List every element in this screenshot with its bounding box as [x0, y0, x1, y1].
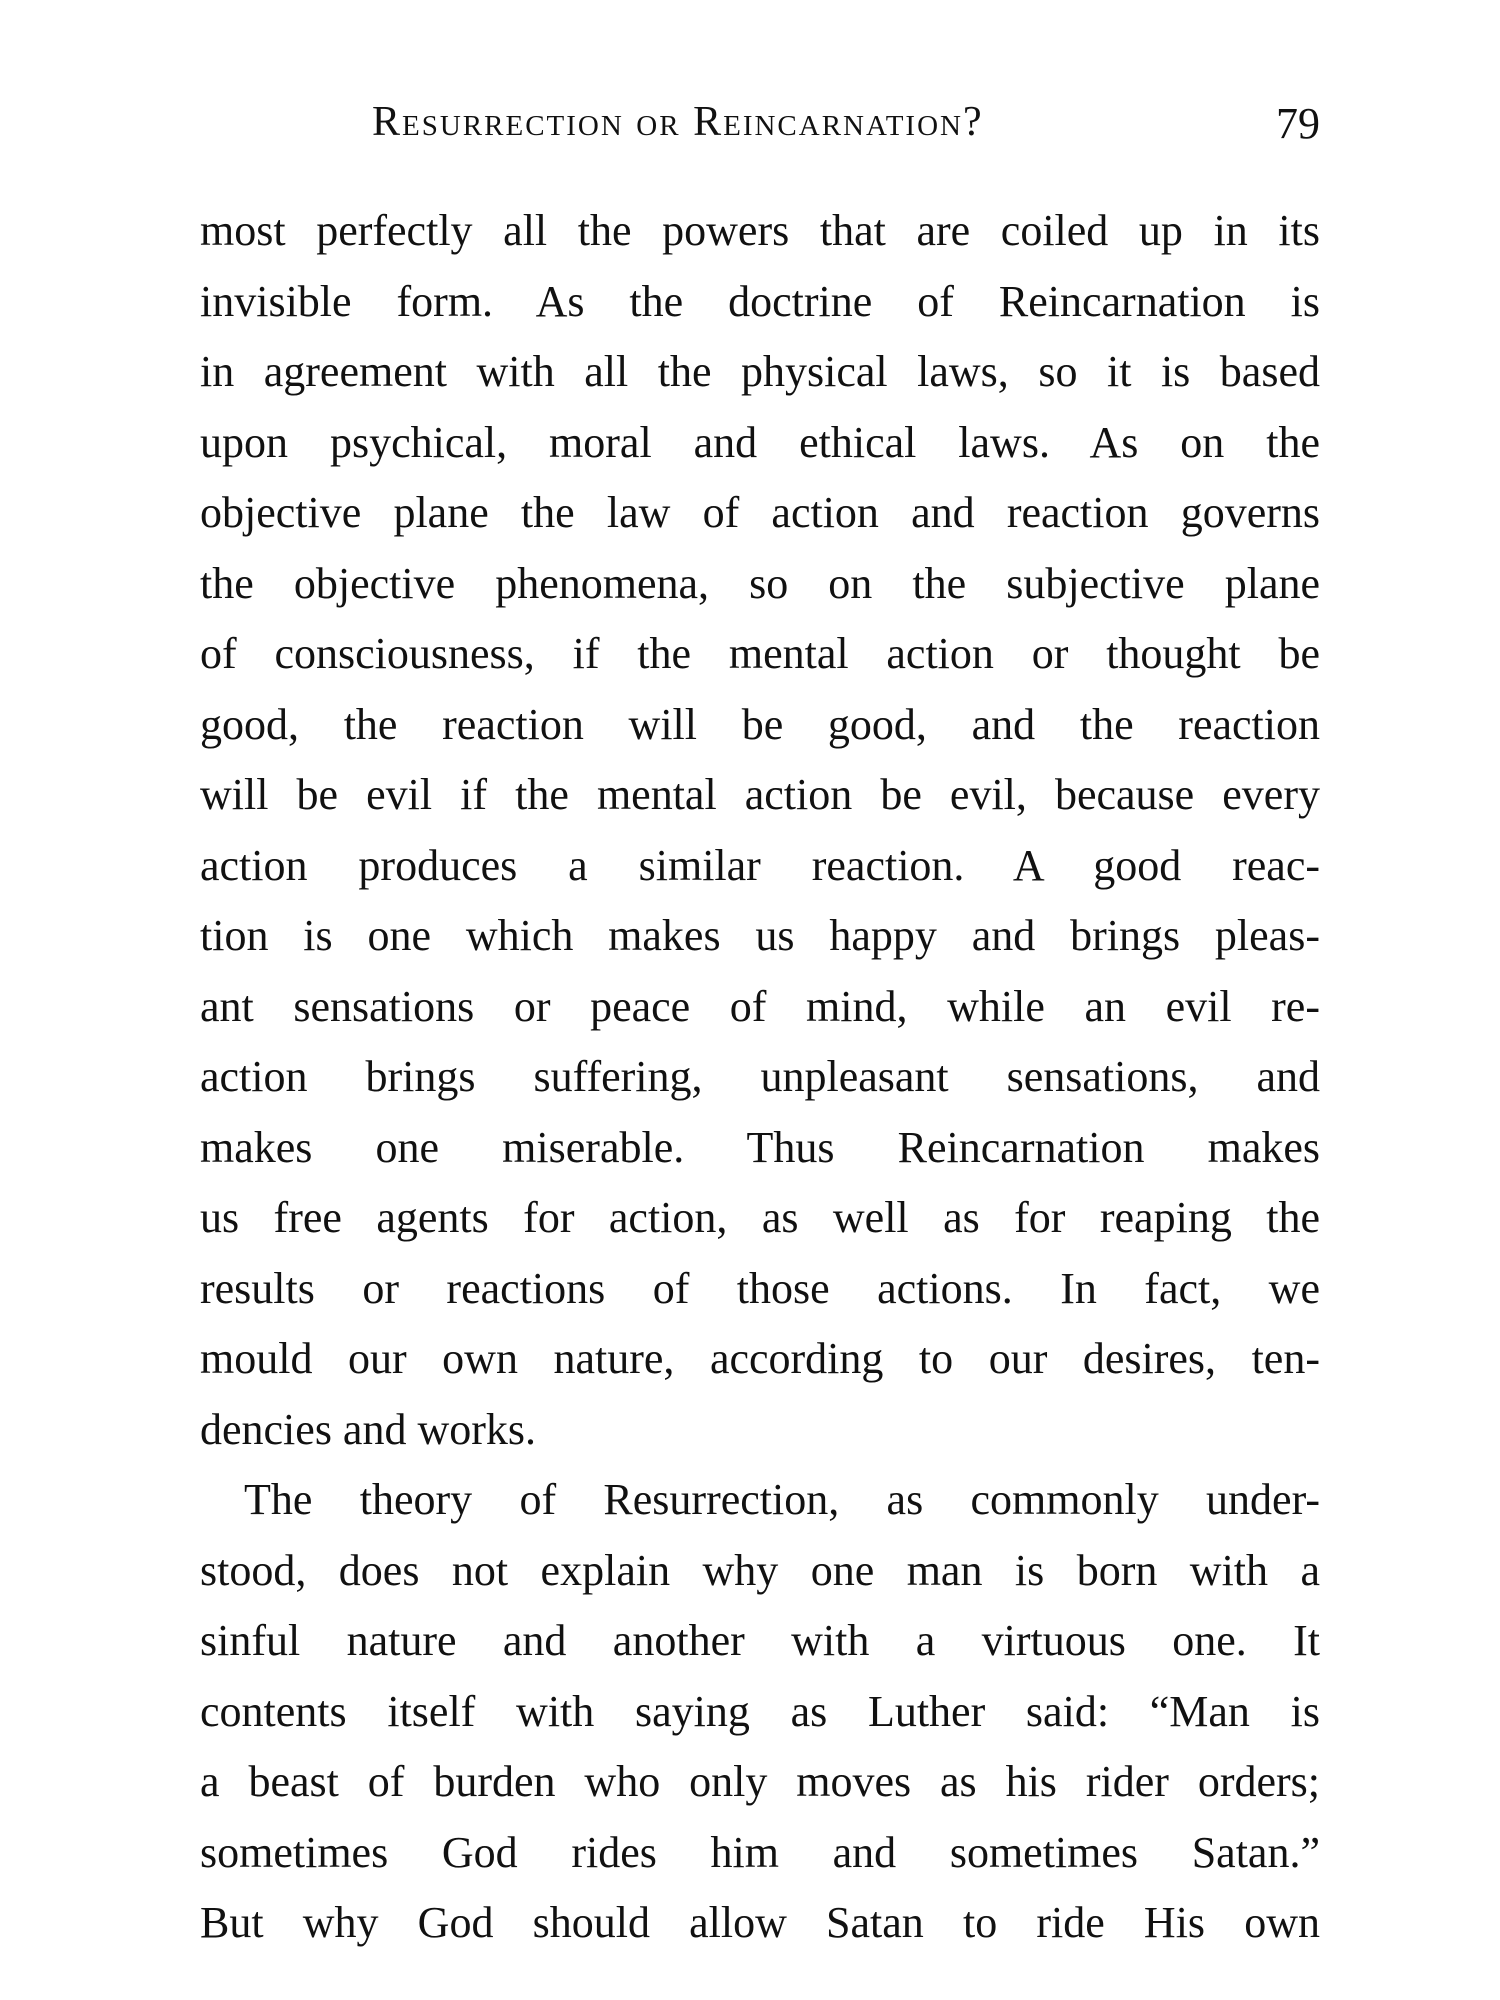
text-line: mould our own nature, according to our desires, ten- — [200, 1334, 1320, 1383]
body-text — [200, 196, 1320, 1959]
paragraph-2 — [200, 1465, 1320, 1959]
text-line: action produces a similar reaction. A good reac- — [200, 840, 1320, 890]
text-line: us free agents for action, as well as for reaping the — [200, 1193, 1320, 1242]
text-line: The theory of Resurrection, as commonly under- — [244, 1475, 1320, 1524]
page-number: 79 — [1276, 99, 1320, 148]
text-line: good, the reaction will be good, and the reaction — [200, 699, 1320, 749]
text-line: results or reactions of those actions. In fact, we — [200, 1263, 1320, 1313]
text-line: sinful nature and another with a virtuous one. It — [200, 1616, 1320, 1665]
text-line: action brings suffering, unpleasant sensations, and — [200, 1052, 1320, 1101]
text-line: upon psychical, moral and ethical laws. As on the — [200, 417, 1320, 467]
text-line: ant sensations or peace of mind, while an evil re- — [200, 981, 1320, 1031]
text-line: sometimes God rides him and sometimes Satan.” — [200, 1827, 1320, 1877]
text-line: of consciousness, if the mental action or thought be — [200, 629, 1320, 678]
text-line: But why God should allow Satan to ride His own — [200, 1898, 1320, 1947]
running-head — [200, 98, 1320, 158]
paragraph-1 — [200, 196, 1320, 1465]
text-line: contents itself with saying as Luther said: “Man is — [200, 1686, 1320, 1736]
text-line: stood, does not explain why one man is born with a — [200, 1545, 1320, 1595]
text-line: makes one miserable. Thus Reincarnation makes — [200, 1122, 1320, 1172]
text-line: dencies and works. — [200, 1404, 537, 1454]
text-line: objective plane the law of action and reaction governs — [200, 488, 1320, 537]
text-line: a beast of burden who only moves as his rider orders; — [200, 1757, 1320, 1806]
text-line: most perfectly all the powers that are coiled up in its — [200, 206, 1320, 255]
running-title: Resurrection or Reincarnation? — [372, 99, 984, 145]
text-line: tion is one which makes us happy and brings pleas- — [200, 911, 1320, 960]
text-line: the objective phenomena, so on the subjective plane — [200, 558, 1320, 608]
text-line: invisible form. As the doctrine of Reincarnation is — [200, 276, 1320, 326]
text-line: will be evil if the mental action be evil, because every — [200, 770, 1320, 819]
text-line: in agreement with all the physical laws, so it is based — [200, 347, 1320, 396]
